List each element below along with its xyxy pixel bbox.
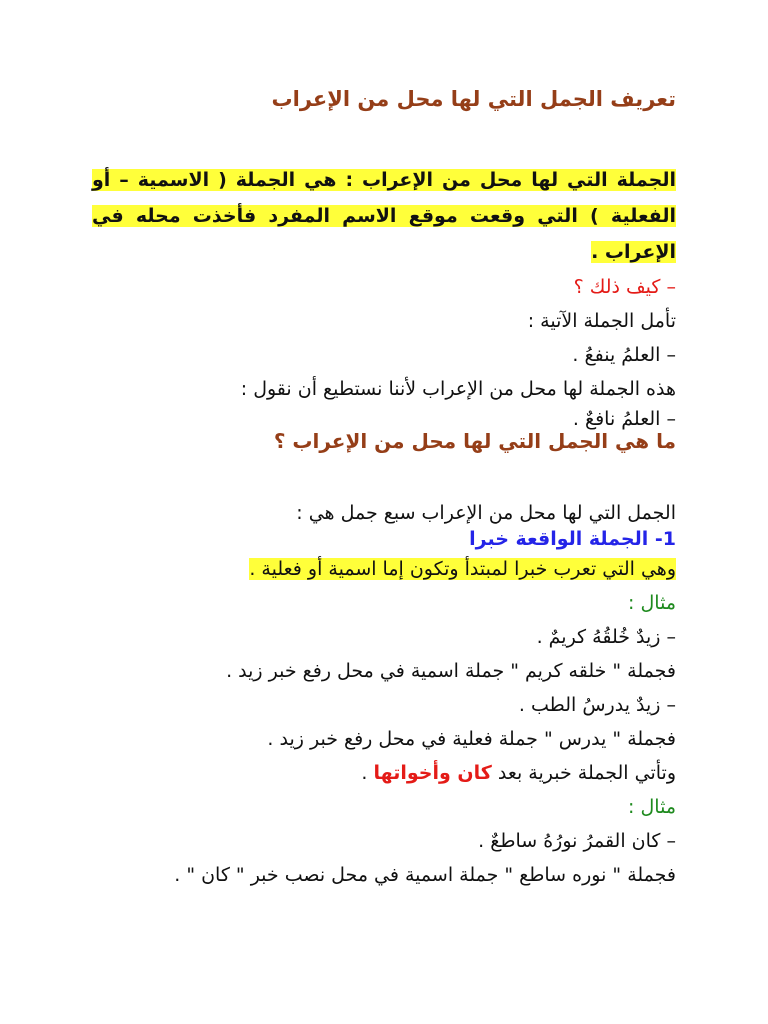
document-title: تعريف الجمل التي لها محل من الإعراب [271,87,676,111]
example-a: – زيدٌ خُلقُهُ كريمٌ . [536,626,676,648]
type1-definition-line [92,552,676,586]
example-line-2: – العلمُ نافعٌ . [572,408,676,430]
example-b-explanation: فجملة " يدرس " جملة فعلية في محل رفع خبر زيد . [267,728,676,750]
example-c: – كان القمرُ نورُهُ ساطعٌ . [478,830,676,852]
kana-term: كان وأخواتها [373,762,492,784]
how-question: – كيف ذلك ؟ [573,276,676,298]
question-heading: ما هي الجمل التي لها محل من الإعراب ؟ [273,429,676,453]
spacer [92,454,676,500]
definition-paragraph [92,162,676,270]
consider-line: تأمل الجملة الآتية : [527,310,676,332]
example-b: – زيدٌ يدرسُ الطب . [518,694,676,716]
kana-prefix: وتأتي الجملة خبرية بعد [497,762,676,784]
seven-types-line: الجمل التي لها محل من الإعراب سبع جمل هي : [296,502,676,524]
type1-heading: 1- الجملة الواقعة خبرا [469,528,676,550]
kana-line [92,756,676,790]
example-line-1: – العلمُ ينفعُ . [572,344,676,366]
document-page [92,76,676,892]
example-label-2: مثال : [628,796,676,818]
explanation-line-1: هذه الجملة لها محل من الإعراب لأننا نستطيع أن نقول : [240,378,676,400]
example-a-explanation: فجملة " خلقه كريم " جملة اسمية في محل رفع خبر زيد . [226,660,676,682]
type1-definition: وهي التي تعرب خبرا لمبتدأ وتكون إما اسمية أو فعلية . [249,558,676,580]
example-c-explanation: فجملة " نوره ساطع " جملة اسمية في محل نصب خبر " كان " . [174,864,676,886]
example-label-1: مثال : [628,592,676,614]
kana-suffix: . [361,762,368,784]
definition-text: الجملة التي لها محل من الإعراب : هي الجملة ( الاسمية – أو الفعلية ) التي وقعت موقع الاسم المفرد فأخذت محله في الإعراب . [92,169,676,263]
